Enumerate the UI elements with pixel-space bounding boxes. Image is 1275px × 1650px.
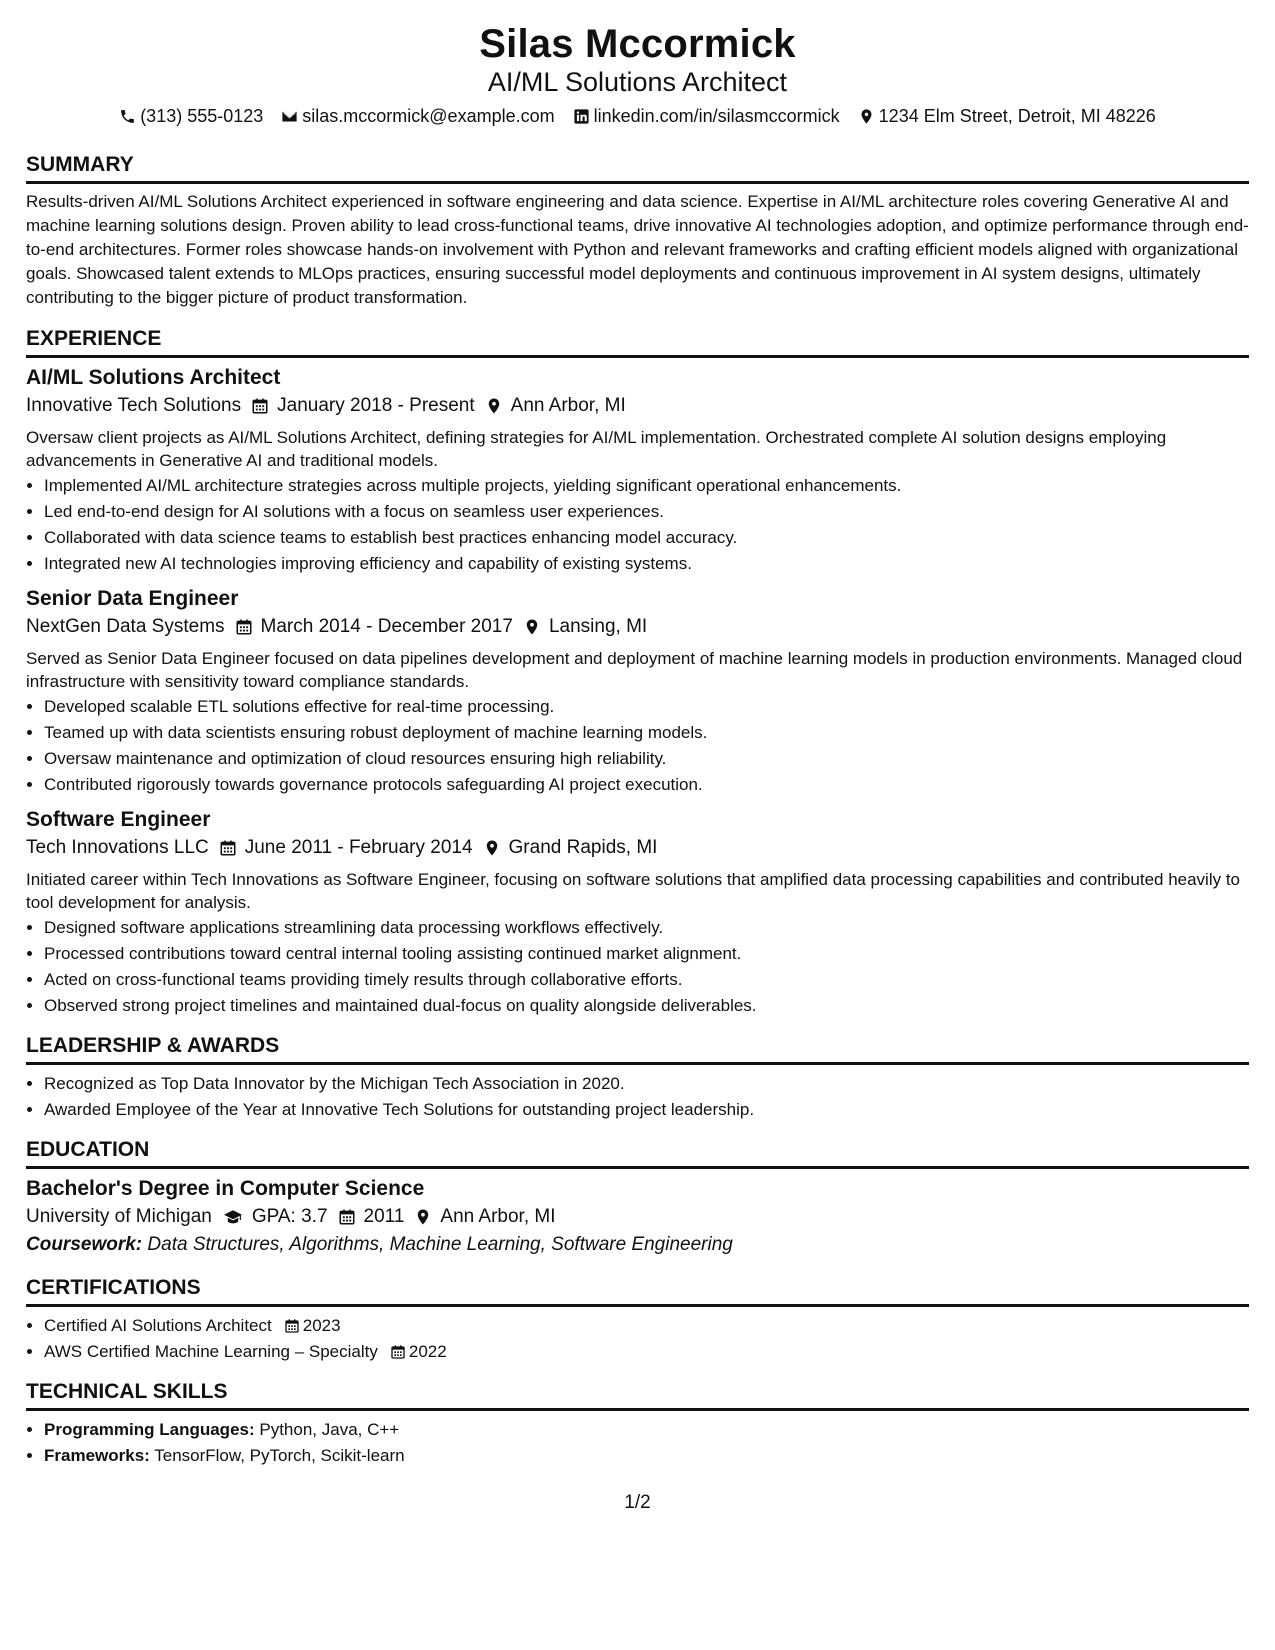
map-pin-icon — [483, 839, 501, 857]
list-item: • Implemented AI/ML architecture strategies across multiple projects, yielding significant operational enhancements. — [44, 473, 1249, 499]
linkedin-text: linkedin.com/in/silasmccormick — [593, 106, 840, 126]
certification-year: 2022 — [408, 1342, 447, 1361]
certifications-section — [26, 1275, 1249, 1365]
candidate-name: Silas Mccormick — [479, 22, 796, 66]
section-heading: TECHNICAL SKILLS — [26, 1379, 1249, 1411]
certification-name: • AWS Certified Machine Learning – Specialty — [44, 1342, 378, 1361]
calendar-icon — [390, 1344, 406, 1360]
location-text: Lansing, MI — [548, 616, 648, 637]
job-meta — [26, 392, 1249, 420]
experience-section — [26, 326, 1249, 1019]
list-item: • Observed strong project timelines and maintained dual-focus on quality alongside deliverables. — [44, 993, 1249, 1019]
calendar-icon — [251, 397, 269, 415]
certification-year: 2023 — [302, 1316, 341, 1335]
list-item — [44, 1313, 1249, 1339]
map-pin-icon — [414, 1208, 432, 1226]
envelope-icon — [281, 108, 298, 125]
job-entry — [26, 585, 1249, 798]
coursework — [26, 1231, 1249, 1259]
job-location — [523, 613, 647, 641]
job-entry — [26, 364, 1249, 577]
address-text: 1234 Elm Street, Detroit, MI 48226 — [878, 106, 1156, 126]
company-name: Tech Innovations LLC — [26, 837, 209, 858]
job-bullets — [26, 473, 1249, 577]
certification-entry — [44, 1313, 1249, 1339]
skills-list — [26, 1417, 1249, 1469]
dates-text: January 2018 - Present — [277, 395, 475, 416]
contact-bar — [26, 104, 1249, 128]
list-item: • Recognized as Top Data Innovator by the Michigan Tech Association in 2020. — [44, 1071, 1249, 1097]
job-meta — [26, 834, 1249, 862]
certification-date — [390, 1339, 447, 1365]
list-item — [44, 1339, 1249, 1365]
graduation-cap-icon — [222, 1208, 244, 1226]
job-title: Senior Data Engineer — [26, 587, 239, 610]
education-location — [414, 1203, 555, 1231]
job-description: Oversaw client projects as AI/ML Solutions Architect, defining strategies for AI/ML implementation. Orchestrated complete AI solution designs employing advancements in Generative AI and traditional models. — [26, 428, 1167, 470]
job-bullets — [26, 694, 1249, 798]
map-pin-icon — [858, 108, 875, 125]
company-name: Innovative Tech Solutions — [26, 395, 242, 416]
section-heading: EXPERIENCE — [26, 326, 1249, 358]
contact-email[interactable] — [281, 104, 554, 128]
contact-linkedin[interactable] — [573, 104, 840, 128]
coursework-text: Data Structures, Algorithms, Machine Learning, Software Engineering — [147, 1234, 733, 1255]
awards-section — [26, 1033, 1249, 1123]
phone-icon — [119, 108, 136, 125]
map-pin-icon — [523, 618, 541, 636]
section-heading: SUMMARY — [26, 152, 1249, 184]
list-item: • Led end-to-end design for AI solutions with a focus on seamless user experiences. — [44, 499, 1249, 525]
education-entry — [26, 1175, 1249, 1259]
certification-name: • Certified AI Solutions Architect — [44, 1316, 272, 1335]
job-title: AI/ML Solutions Architect — [26, 366, 281, 389]
skill-label: Programming Languages: — [44, 1420, 255, 1439]
contact-phone — [119, 104, 263, 128]
certification-entry — [44, 1339, 1249, 1365]
map-pin-icon — [485, 397, 503, 415]
certification-date — [284, 1313, 341, 1339]
education-section — [26, 1137, 1249, 1259]
degree-title: Bachelor's Degree in Computer Science — [26, 1177, 425, 1200]
calendar-icon — [284, 1318, 300, 1334]
job-location — [485, 392, 626, 420]
job-bullets — [26, 915, 1249, 1019]
company-name: NextGen Data Systems — [26, 616, 225, 637]
contact-address — [858, 104, 1156, 128]
job-dates — [251, 392, 475, 420]
list-item: • Teamed up with data scientists ensuring robust deployment of machine learning models. — [44, 720, 1249, 746]
list-item: • Contributed rigorously towards governance protocols safeguarding AI project execution. — [44, 772, 1249, 798]
list-item — [44, 1443, 1249, 1469]
list-item: • Integrated new AI technologies improving efficiency and capability of existing systems. — [44, 551, 1249, 577]
job-dates — [219, 834, 473, 862]
calendar-icon — [235, 618, 253, 636]
job-description: Initiated career within Tech Innovations as Software Engineer, focusing on software solutions that amplified data processing capabilities and contributed heavily to tool development for analysis. — [26, 870, 1241, 912]
calendar-icon — [338, 1208, 356, 1226]
list-item: • Collaborated with data science teams to establish best practices enhancing model accuracy. — [44, 525, 1249, 551]
list-item — [44, 1417, 1249, 1443]
education-year — [338, 1203, 405, 1231]
awards-list — [26, 1071, 1249, 1123]
year-text: 2011 — [363, 1206, 405, 1227]
job-title: Software Engineer — [26, 808, 211, 831]
location-text: Ann Arbor, MI — [440, 1206, 556, 1227]
section-heading: CERTIFICATIONS — [26, 1275, 1249, 1307]
list-item: • Designed software applications streamlining data processing workflows effectively. — [44, 915, 1249, 941]
school-name: University of Michigan — [26, 1206, 212, 1227]
resume-header — [26, 22, 1249, 128]
gpa-text: GPA: 3.7 — [251, 1206, 328, 1227]
job-meta — [26, 613, 1249, 641]
calendar-icon — [219, 839, 237, 857]
location-text: Grand Rapids, MI — [508, 837, 658, 858]
job-dates — [235, 613, 513, 641]
linkedin-icon — [573, 108, 590, 125]
skill-label: Frameworks: — [44, 1446, 150, 1465]
education-meta — [26, 1203, 1249, 1231]
certifications-list — [26, 1313, 1249, 1365]
job-location — [483, 834, 658, 862]
job-entry — [26, 806, 1249, 1019]
list-item: • Developed scalable ETL solutions effective for real-time processing. — [44, 694, 1249, 720]
dates-text: June 2011 - February 2014 — [244, 837, 473, 858]
candidate-title: AI/ML Solutions Architect — [487, 67, 788, 97]
page-number: 1/2 — [624, 1492, 651, 1513]
section-heading: EDUCATION — [26, 1137, 1249, 1169]
coursework-label: Coursework: — [26, 1234, 143, 1255]
summary-text: Results-driven AI/ML Solutions Architect experienced in software engineering and data science. Expertise in AI/ML architecture roles covering Generative AI and machine learning solutions design. Proven ability to lead cross-functional teams, drive innovative AI technologies adoption, and optimize performance through end-to-end architectures. Former roles showcase hands-on involvement with Python and relevant frameworks and crafting efficient models aligned with organizational goals. Showcased talent extends to MLOps practices, ensuring successful model deployments and continuous improvement in AI system designs, ultimately contributing to the bigger picture of product transformation. — [26, 192, 1249, 307]
job-description: Served as Senior Data Engineer focused on data pipelines development and deployment of machine learning models in production environments. Managed cloud infrastructure with sensitivity toward compliance standards. — [26, 649, 1243, 691]
list-item: • Processed contributions toward central internal tooling assisting continued market alignment. — [44, 941, 1249, 967]
summary-section — [26, 152, 1249, 310]
education-gpa — [222, 1203, 328, 1231]
phone-text: (313) 555-0123 — [140, 106, 264, 126]
email-text: silas.mccormick@example.com — [302, 106, 555, 126]
list-item: • Acted on cross-functional teams providing timely results through collaborative efforts. — [44, 967, 1249, 993]
skill-value: Python, Java, C++ — [259, 1420, 400, 1439]
dates-text: March 2014 - December 2017 — [260, 616, 513, 637]
skill-value: TensorFlow, PyTorch, Scikit-learn — [154, 1446, 405, 1465]
skills-section — [26, 1379, 1249, 1469]
list-item: • Oversaw maintenance and optimization of cloud resources ensuring high reliability. — [44, 746, 1249, 772]
location-text: Ann Arbor, MI — [510, 395, 626, 416]
section-heading: LEADERSHIP & AWARDS — [26, 1033, 1249, 1065]
list-item: • Awarded Employee of the Year at Innovative Tech Solutions for outstanding project leadership. — [44, 1097, 1249, 1123]
